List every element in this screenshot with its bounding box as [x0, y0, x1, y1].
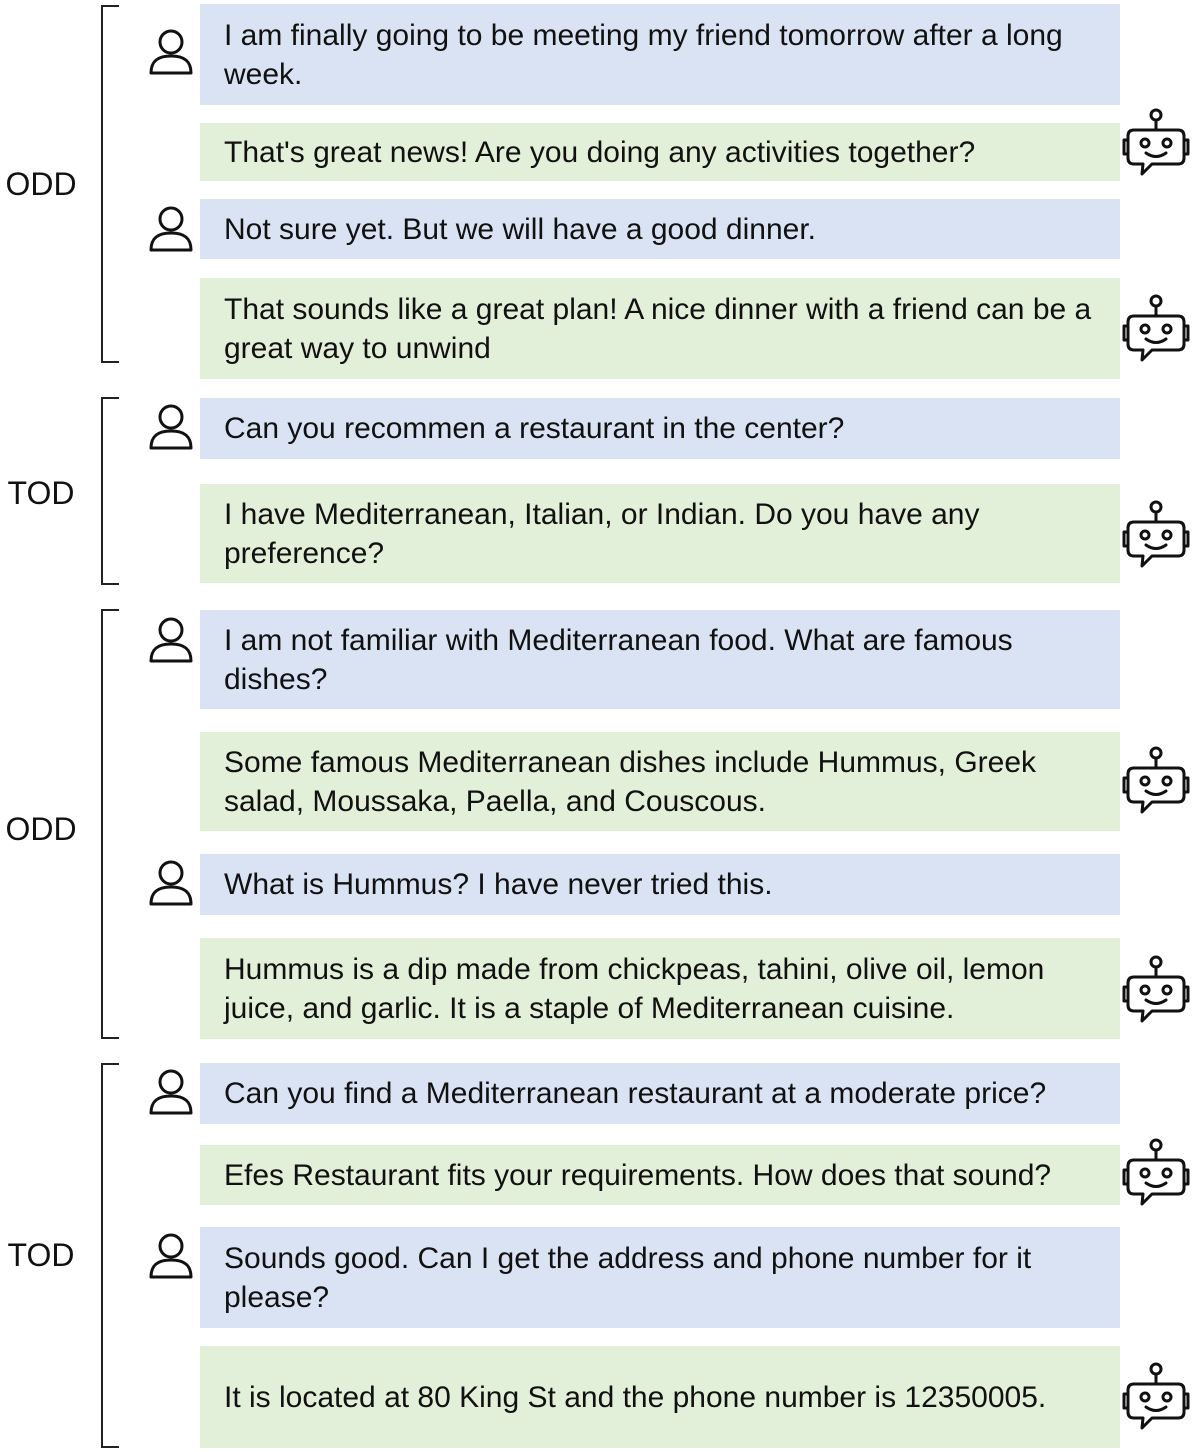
- message-bot-6: [200, 1145, 1120, 1205]
- message-text: That sounds like a great plan! A nice dinner with a friend can be a great way to unwind: [224, 292, 1092, 365]
- group-bracket-odd-2: [101, 609, 119, 1039]
- robot-icon: [1122, 955, 1190, 1025]
- group-label-tod-1: TOD: [7, 475, 75, 511]
- message-text: Can you recommen a restaurant in the center?: [224, 412, 845, 445]
- message-user-2: [200, 199, 1120, 259]
- group-bracket-tod-2: [101, 1063, 119, 1448]
- robot-icon: [1122, 1138, 1190, 1208]
- message-user-1: [200, 4, 1120, 105]
- message-text: Sounds good. Can I get the address and phone number for it please?: [224, 1241, 1032, 1314]
- user-icon: [148, 616, 194, 666]
- message-text: I am not familiar with Mediterranean food. What are famous dishes?: [224, 623, 1013, 696]
- group-bracket-odd-1: [101, 5, 119, 363]
- message-text: Hummus is a dip made from chickpeas, tahini, olive oil, lemon juice, and garlic. It is a staple of Mediterranean cuisine.: [224, 952, 1045, 1025]
- message-text: Efes Restaurant fits your requirements. How does that sound?: [224, 1158, 1052, 1192]
- message-user-5: [200, 854, 1120, 915]
- group-bracket-tod-1: [101, 397, 119, 585]
- message-user-3: [200, 398, 1120, 459]
- robot-icon: [1122, 108, 1190, 178]
- message-bot-1: [200, 123, 1120, 181]
- robot-icon: [1122, 746, 1190, 816]
- message-text: Not sure yet. But we will have a good dinner.: [224, 212, 817, 246]
- message-text: I have Mediterranean, Italian, or Indian. Do you have any preference?: [224, 497, 980, 570]
- robot-icon: [1122, 294, 1190, 364]
- user-icon: [148, 205, 194, 255]
- message-bot-3: [200, 484, 1120, 583]
- robot-icon: [1122, 500, 1190, 570]
- message-bot-5: [200, 938, 1120, 1039]
- message-bot-4: [200, 732, 1120, 831]
- group-label-odd-2: ODD: [5, 811, 77, 847]
- message-text: I am finally going to be meeting my friend tomorrow after a long week.: [224, 18, 1063, 91]
- message-user-4: [200, 610, 1120, 709]
- message-user-7: [200, 1227, 1120, 1328]
- user-icon: [148, 403, 194, 453]
- user-icon: [148, 28, 194, 78]
- message-text: It is located at 80 King St and the phone number is 12350005.: [224, 1380, 1047, 1414]
- user-icon: [148, 1232, 194, 1282]
- message-text: What is Hummus? I have never tried this.: [224, 868, 773, 901]
- user-icon: [148, 1068, 194, 1118]
- message-user-6: [200, 1063, 1120, 1124]
- message-text: That's great news! Are you doing any activities together?: [224, 135, 976, 169]
- robot-icon: [1122, 1362, 1190, 1432]
- group-label-tod-2: TOD: [7, 1237, 75, 1273]
- message-bot-7: [200, 1346, 1120, 1448]
- message-text: Some famous Mediterranean dishes include Hummus, Greek salad, Moussaka, Paella, and Couscous.: [224, 745, 1037, 818]
- group-label-odd-1: ODD: [5, 166, 77, 202]
- message-bot-2: [200, 278, 1120, 379]
- user-icon: [148, 859, 194, 909]
- message-text: Can you find a Mediterranean restaurant at a moderate price?: [224, 1077, 1047, 1110]
